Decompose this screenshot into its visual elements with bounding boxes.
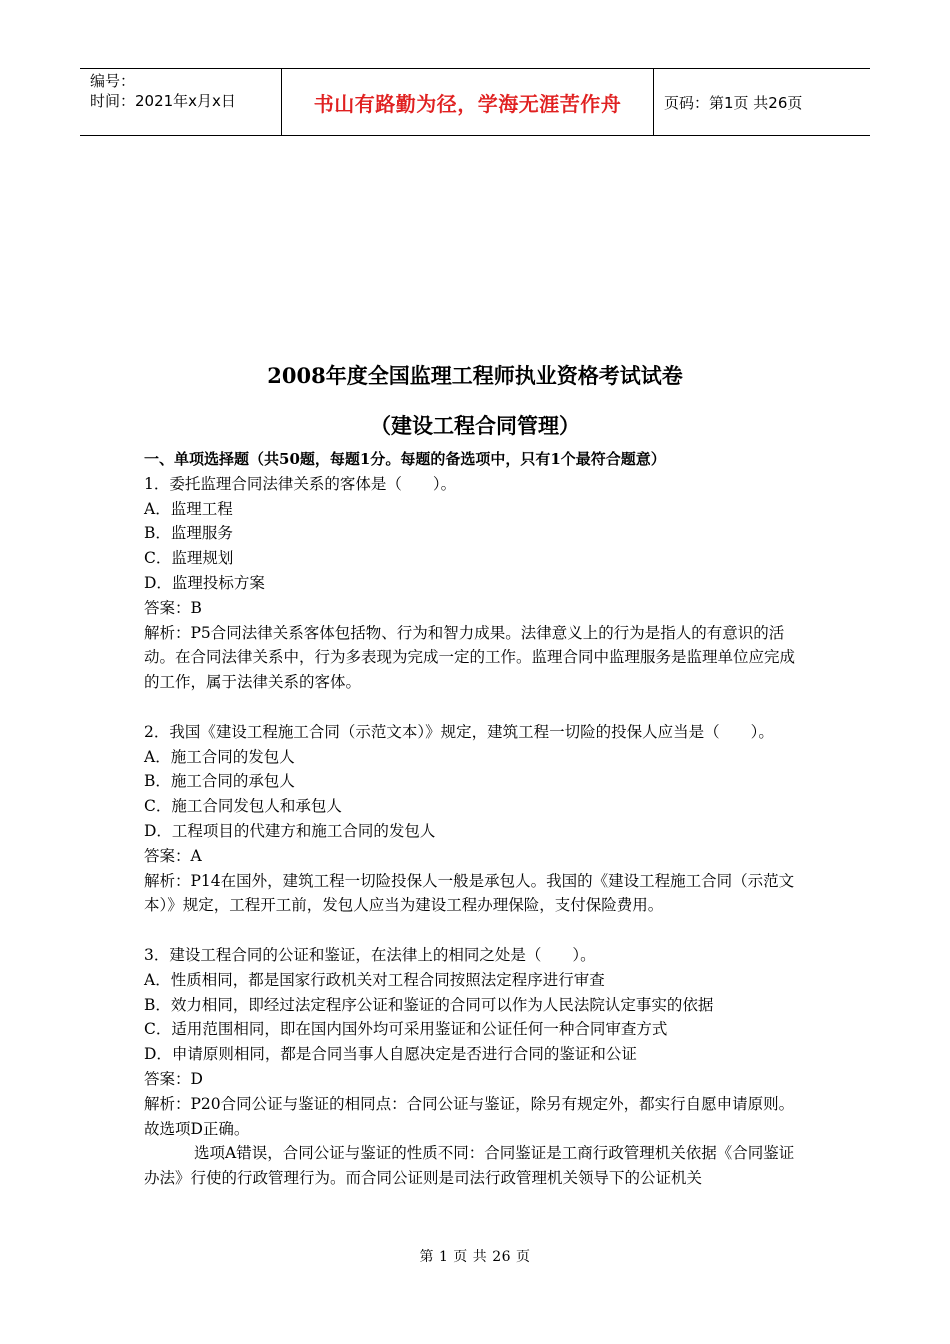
header-motto-cell	[281, 69, 654, 135]
option-a: A．监理工程	[144, 499, 233, 518]
section-heading: 一、单项选择题（共50题，每题1分。每题的备选项中，只有1个最符合题意）	[144, 450, 666, 468]
question-3	[144, 943, 806, 1191]
page-footer: 第 1 页 共 26 页	[419, 1249, 531, 1265]
question-2	[144, 720, 806, 918]
option-b: B．监理服务	[144, 524, 233, 543]
header-meta	[80, 69, 281, 135]
spacer	[144, 918, 806, 943]
document-subtitle: （建设工程合同管理）	[370, 413, 580, 438]
analysis-continued: 选项A错误，合同公证与鉴证的性质不同：合同鉴证是工商行政管理机关依据《合同鉴证办法》行使的行政管理行为。而合同公证则是司法行政管理机关领导下的公证机关	[144, 1144, 795, 1188]
question-stem: 1．委托监理合同法律关系的客体是（ ）。	[144, 474, 457, 493]
motto-text: 书山有路勤为径，学海无涯苦作舟	[313, 91, 622, 116]
answer: 答案：D	[144, 1069, 203, 1088]
page-header	[80, 68, 870, 136]
answer: 答案：A	[144, 846, 202, 865]
spacer	[144, 695, 806, 720]
option-c: C．施工合同发包人和承包人	[144, 797, 342, 816]
option-d: D．工程项目的代建方和施工合同的发包人	[144, 821, 436, 840]
analysis: 解析：P20合同公证与鉴证的相同点：合同公证与鉴证，除另有规定外，都实行自愿申请原则。故选项D正确。	[144, 1094, 795, 1138]
option-a: A．施工合同的发包人	[144, 747, 295, 766]
document-body	[144, 447, 806, 1191]
page-info-text: 页码：第1页 共26页	[664, 93, 803, 112]
option-a: A．性质相同，都是国家行政机关对工程合同按照法定程序进行审查	[144, 970, 605, 989]
question-stem: 2．我国《建设工程施工合同（示范文本）》规定，建筑工程一切险的投保人应当是（ ）。	[144, 722, 774, 741]
option-d: D．监理投标方案	[144, 573, 265, 592]
analysis: 解析：P5合同法律关系客体包括物、行为和智力成果。法律意义上的行为是指人的有意识的活动。在合同法律关系中，行为多表现为完成一定的工作。监理合同中监理服务是监理单位应完成的工作，属于法律关系的客体。	[144, 623, 796, 692]
option-c: C．监理规划	[144, 549, 234, 568]
option-b: B．效力相同，即经过法定程序公证和鉴证的合同可以作为人民法院认定事实的依据	[144, 995, 714, 1014]
question-stem: 3．建设工程合同的公证和鉴证，在法律上的相同之处是（ ）。	[144, 945, 596, 964]
analysis: 解析：P14在国外，建筑工程一切险投保人一般是承包人。我国的《建设工程施工合同（示范文本）》规定，工程开工前，发包人应当为建设工程办理保险，支付保险费用。	[144, 871, 795, 915]
header-page-info	[654, 69, 870, 135]
option-c: C．适用范围相同，即在国内国外均可采用鉴证和公证任何一种合同审查方式	[144, 1020, 668, 1039]
option-b: B．施工合同的承包人	[144, 772, 295, 791]
answer: 答案：B	[144, 598, 202, 617]
question-1	[144, 472, 806, 695]
option-d: D．申请原则相同，都是合同当事人自愿决定是否进行合同的鉴证和公证	[144, 1045, 637, 1064]
time-label: 时间：2021年x月x日	[90, 92, 236, 110]
number-label: 编号：	[90, 72, 136, 90]
document-title: 2008年度全国监理工程师执业资格考试试卷	[267, 363, 683, 388]
